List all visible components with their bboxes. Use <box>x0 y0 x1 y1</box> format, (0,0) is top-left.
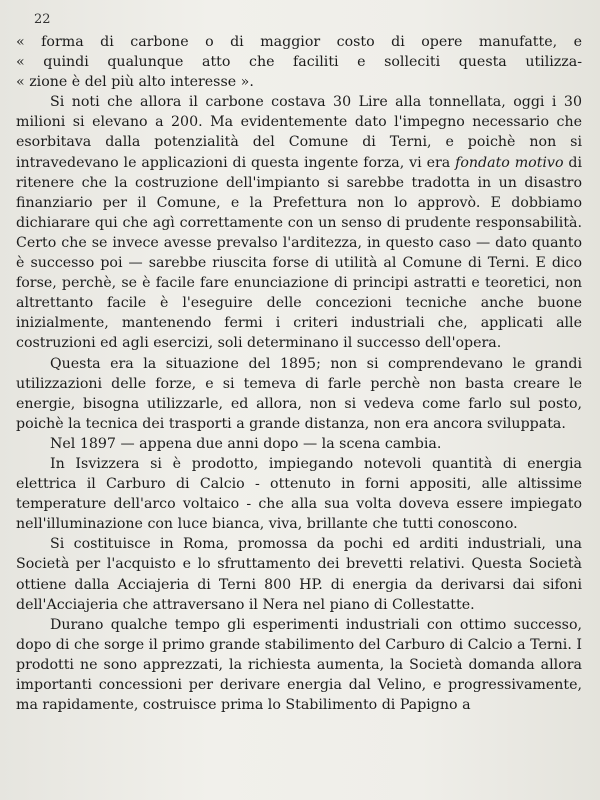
quote-line-3: « zione è del più alto interesse ». <box>16 74 254 91</box>
italic-emphasis: fondato motivo <box>455 154 564 171</box>
paragraph-situation-1895: Questa era la situazione del 1895; non si comprendevano le grandi utilizzazioni delle forze, e si temeva di farle perchè non basta creare le energie, bisogna utilizzarle, ed allora, non si vedeva come farlo sul posto, poichè la tecnica dei trasporti a grande distanza, non era ancora sviluppata. <box>16 355 582 432</box>
body-text <box>16 32 582 715</box>
paragraph-rome-company: Si costituisce in Roma, promossa da pochi ed arditi industriali, una Società per l'acquisto e lo sfruttamento dei brevetti relativi. Questa Società ottiene dalla Acciajeria di Terni 800 HP. di energia da derivarsi dai sifoni dell'Acciajeria che attraversano il Nera nel piano di Collestatte. <box>16 536 582 613</box>
quote-line-2: « quindi qualunque atto che faciliti e solleciti questa utilizza- <box>16 54 582 71</box>
paragraph-coal-cost <box>16 92 582 353</box>
page-number: 22 <box>34 12 51 27</box>
paragraph-text: di ritenere che la costruzione dell'impianto si sarebbe tradotta in un disastro finanziario per il Comune, e la Prefettura non lo approvò. E dobbiamo dichiarare qui che agì correttamente con un senso di prudente responsabilità. Certo che se invece avesse prevalso l'arditezza, in questo caso — dato quanto è successo poi — sarebbe riuscita forse di utilità al Comune di Terni. E dico forse, perchè, se è facile fare enunciazione di principi astratti e teoretici, non altrettanto facile è l'eseguire delle concezioni tecniche anche buone inizialmente, mantenendo fermi i criteri industriali che, applicati alle costruzioni ed agli esercizi, soli determinano il successo dell'opera. <box>16 154 582 352</box>
paragraph-switzerland: In Isvizzera si è prodotto, impiegando notevoli quantità di energia elettrica il Carburo di Calcio - ottenuto in forni appositi, alle altissime temperature dell'arco voltaico - che alla sua volta doveva essere impiegato nell'illuminazione con luce bianca, viva, brillante che tutti conoscono. <box>16 455 582 533</box>
quoted-passage <box>16 32 582 92</box>
paragraph-1897: Nel 1897 — appena due anni dopo — la scena cambia. <box>50 435 442 452</box>
paragraph-experiments: Durano qualche tempo gli esperimenti industriali con ottimo successo, dopo di che sorge il primo grande stabilimento del Carburo di Calcio a Terni. I prodotti ne sono apprezzati, la richiesta aumenta, la Società domanda allora importanti concessioni per derivare energia dal Velino, e progressivamente, ma rapidamente, costruisce prima lo Stabilimento di Papigno a <box>16 616 582 714</box>
paragraph-text: Si noti che allora il carbone costava 30 Lire alla tonnellata, oggi i 30 milioni si elevano a 200. Ma evidentemente dato l'impegno necessario che esorbitava dalla potenzialità del Comune di Terni, e poichè non si intravedevano le applicazioni di questa ingente forza, vi era <box>16 94 582 171</box>
quote-line-1: « forma di carbone o di maggior costo di opere manufatte, e <box>16 34 582 50</box>
